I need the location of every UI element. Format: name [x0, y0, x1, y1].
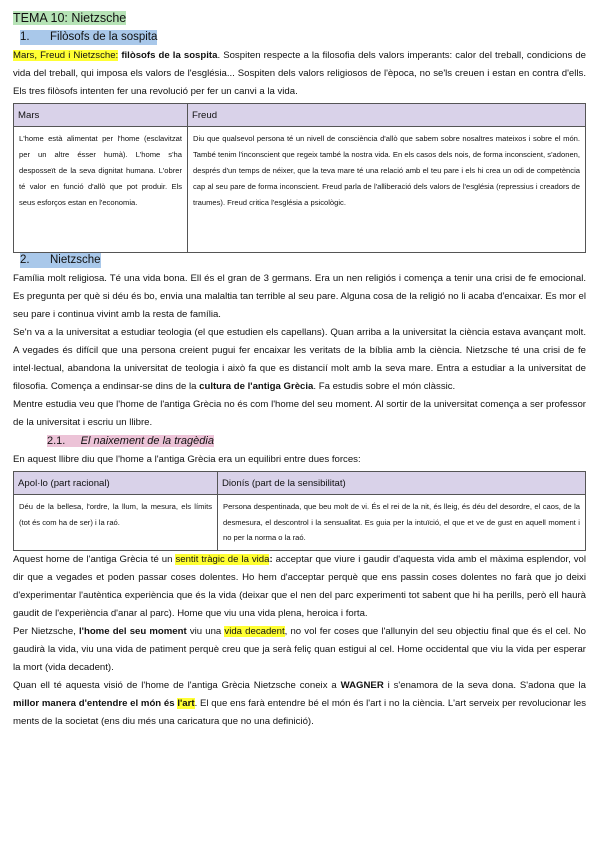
section-1-title: Filòsofs de la sospita — [50, 31, 158, 43]
table-header-apollo: Apol·lo (part racional) — [14, 472, 218, 495]
section-2-1-paragraph-1 — [13, 551, 586, 623]
table-header-mars: Mars — [14, 104, 188, 127]
section-2-1-paragraph-2 — [13, 623, 586, 677]
s21-p2-bold: l'home del seu moment — [79, 625, 187, 637]
s21-p2-mid: viu una — [186, 625, 225, 637]
table-cell-apollo: Déu de la bellesa, l'ordre, la llum, la mesura, els límits (tot és com ha de ser) i la raó. — [14, 495, 218, 551]
s21-p3-mid: i s'enamora de la seva dona. S'adona que la — [383, 679, 586, 691]
document-title — [13, 10, 586, 26]
s21-p1-highlight: sentit tràgic de la vida — [175, 553, 270, 565]
table-header-dionysus: Dionís (part de la sensibilitat) — [218, 472, 586, 495]
intro-bold: filòsofs de la sospita — [121, 50, 218, 61]
s21-p3-rest: . El que ens farà entendre bé el món és l'art i no la ciència. L'art serveix per revolucionar les ments de la societat (ens diu més una caricatura que no una definició). — [13, 697, 586, 727]
table-header-row — [14, 472, 586, 495]
section-2-paragraph-2 — [13, 324, 586, 396]
p2-bold: cultura de l'antiga Grècia — [199, 381, 314, 392]
section-2-1-heading — [47, 434, 586, 448]
section-1-heading-highlight — [20, 30, 157, 45]
s21-p3-bold-highlight: l'art — [177, 697, 195, 709]
table-header-freud: Freud — [188, 104, 586, 127]
section-1-number: 1. — [20, 31, 30, 43]
intro-highlight: Mars, Freud i Nietzsche: — [13, 50, 119, 61]
s21-p2-rest: , no vol fer coses que l'allunyin del seu objectiu final que és el cel. No gaudirà la vida, viu una vida de patiment perquè creu que ja serà feliç quan estigui al cel. Home occidental que viu la vida per esperar la mort (vida decadent). — [13, 625, 586, 673]
section-2-number: 2. — [20, 254, 30, 266]
s21-p1-start: Aquest home de l'antiga Grècia té un — [13, 553, 176, 565]
section-2-title: Nietzsche — [50, 254, 101, 266]
table-row — [14, 495, 586, 551]
document-title-text: TEMA 10: Nietzsche — [13, 11, 127, 25]
section-2-heading — [20, 253, 586, 268]
table-cell-mars: L'home està alimentat per l'home (esclavitzat per un altre ésser humà). L'home s'ha desposseït de la seva dignitat humana. L'obrer té valor en funció d'allò que pot produir. Els seus esforços estan en l'economia. — [14, 127, 188, 253]
section-2-paragraph-3: Mentre estudia veu que l'home de l'antiga Grècia no és com l'home del seu moment. Al sortir de la universitat comença a ser professor de la universitat i escriu un llibre. — [13, 399, 586, 428]
section-2-1-number: 2.1. — [47, 435, 66, 447]
table-cell-dionysus: Persona despentinada, que beu molt de vi. És el rei de la nit, és lleig, és déu del desordre, el caos, de la desmesura, el descontrol i la sensualitat. Es guia per la intuïció, el que et ve de gust en aquell moment i no per la norma o la raó. — [218, 495, 586, 551]
table-row — [14, 127, 586, 253]
section-2-1-heading-highlight — [47, 435, 214, 447]
mars-freud-table — [13, 103, 586, 253]
section-2-paragraph-1: Família molt religiosa. Té una vida bona. Ell és el gran de 3 germans. Era un nen religiós i comença a tenir una crisi de fe emocional. Es pregunta per què si déu és bo, envia una malaltia tan terrible al seu pare. Alguna cosa de la religió no li acaba d'encaixar. Es mor el seu pare i continua vivint amb la resta de família. — [13, 273, 586, 320]
table-header-row — [14, 104, 586, 127]
apollo-dionysus-table — [13, 471, 586, 551]
table-cell-freud: Diu que qualsevol persona té un nivell de consciència d'allò que sabem sobre nosaltres mateixos i sobre el món. També tenim l'inconscient que regeix també la nostra vida. En els casos dels nois, de forma inconscient, s'adonen, després d'un temps de néixer, que la teva mare té una relació amb el teu pare i els hi crea un odi de competència cap al seu pare de forma inconscient. Freud parla de l'alliberació dels valors de l'església (repressius i creadors de traumes). Freud critica l'església a psicològic. — [188, 127, 586, 253]
s21-p2-start: Per Nietzsche, — [13, 625, 80, 637]
section-2-1-paragraph-3 — [13, 677, 586, 731]
p2-end: . Fa estudis sobre el món clàssic. — [313, 381, 456, 392]
s21-p2-highlight: vida decadent — [224, 625, 285, 637]
s21-p1-colon: : — [269, 553, 273, 565]
s21-p3-bold-1: WAGNER — [340, 679, 384, 691]
s21-p3-start: Quan ell té aquesta visió de l'home de l'antiga Grècia Nietzsche coneix a — [13, 679, 341, 691]
section-1-intro — [13, 47, 586, 101]
section-1-heading — [20, 30, 586, 45]
s21-p3-bold-2: millor manera d'entendre el món és — [13, 697, 178, 709]
intro-rest: . Sospiten respecte a la filosofia dels valors imperants: calor del treball, condicions de vida del treball, qui imposa els valors de l'església... Sospiten dels valors religiosos de l'època, no se'ls creuen i estan en contra d'ells. Els tres filòsofs intenten fer una revolució per fer un canvi a la vida. — [13, 50, 586, 97]
p2-start: Se'n va a la universitat a estudiar teologia (el que estudien els capellans). Quan arriba a la universitat la ciència estava avançant molt. A vegades és difícil que una persona creient pugui fer encaixar les veritats de la bíblia amb la ciència. Nietzsche té una crisi de fe intel·lectual, abandona la universitat de teologia i això fa que es distancií molt amb la seva mare. Entra a estudiar a la universitat de filosofia. Comença a endinsar-se dins de la — [13, 327, 586, 392]
section-2-heading-highlight — [20, 253, 101, 268]
section-2-1-title: El naixement de la tragèdia — [80, 435, 214, 447]
section-2-1-intro: En aquest llibre diu que l'home a l'antiga Grècia era un equilibri entre dues forces: — [13, 454, 361, 465]
s21-p1-rest: acceptar que viure i gaudir d'aquesta vida amb el màxima esplendor, vol dir que a vegades et poden passar coses dolentes. Ho hem d'acceptar perquè que ens passin coses dolentes no farà que jo deixi d'experimentar l'autèntica experiència que és la vida (deixar que el nen del parc experimenti tot sabent que hi ha perills, però ell haurà gaudit de l'experiència d'anar al parc). Home que viu una vida plena, heroica i forta. — [13, 553, 586, 619]
